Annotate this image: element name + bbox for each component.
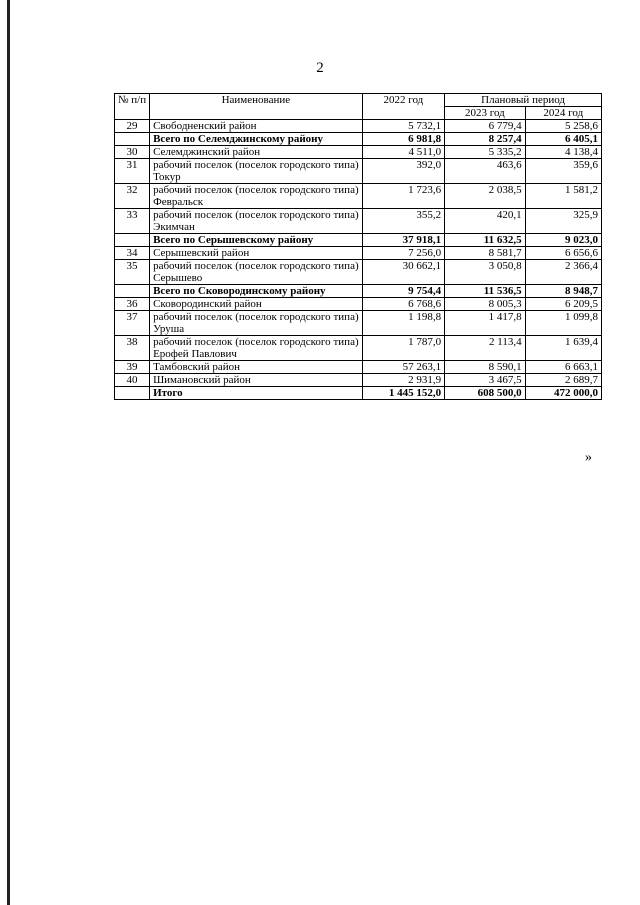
row-name: Всего по Серышевскому району <box>150 234 363 247</box>
row-value-2024: 1 099,8 <box>525 311 601 336</box>
table-row <box>115 209 602 234</box>
table-row-total <box>115 285 602 298</box>
table-row <box>115 120 602 133</box>
row-value-2023: 6 779,4 <box>445 120 525 133</box>
row-name: Шимановский район <box>150 374 363 387</box>
row-number: 36 <box>115 298 150 311</box>
row-value-2024: 6 209,5 <box>525 298 601 311</box>
row-number: 40 <box>115 374 150 387</box>
row-value-2024: 325,9 <box>525 209 601 234</box>
row-value-2022: 57 263,1 <box>362 361 445 374</box>
table-row <box>115 184 602 209</box>
row-number: 39 <box>115 361 150 374</box>
row-value-2023: 11 632,5 <box>445 234 525 247</box>
row-value-2024: 9 023,0 <box>525 234 601 247</box>
table-row <box>115 336 602 361</box>
row-number: 32 <box>115 184 150 209</box>
row-name: Тамбовский район <box>150 361 363 374</box>
row-value-2024: 6 656,6 <box>525 247 601 260</box>
table-row <box>115 247 602 260</box>
row-value-2022: 355,2 <box>362 209 445 234</box>
table-row <box>115 361 602 374</box>
row-value-2023: 3 050,8 <box>445 260 525 285</box>
header-name: Наименование <box>150 94 363 120</box>
row-value-2022: 37 918,1 <box>362 234 445 247</box>
row-value-2024: 2 689,7 <box>525 374 601 387</box>
row-value-2022: 6 981,8 <box>362 133 445 146</box>
row-value-2022: 7 256,0 <box>362 247 445 260</box>
table-row <box>115 159 602 184</box>
row-value-2022: 1 723,6 <box>362 184 445 209</box>
row-value-2023: 1 417,8 <box>445 311 525 336</box>
row-value-2022: 4 511,0 <box>362 146 445 159</box>
row-value-2023: 8 005,3 <box>445 298 525 311</box>
row-number <box>115 234 150 247</box>
row-number: 34 <box>115 247 150 260</box>
row-value-2022: 30 662,1 <box>362 260 445 285</box>
row-value-2023: 608 500,0 <box>445 387 525 400</box>
row-value-2022: 1 787,0 <box>362 336 445 361</box>
row-name: рабочий поселок (поселок городского типа) Серышево <box>150 260 363 285</box>
row-number: 38 <box>115 336 150 361</box>
row-name: рабочий поселок (поселок городского типа) Экимчан <box>150 209 363 234</box>
table-row-total <box>115 234 602 247</box>
row-value-2024: 5 258,6 <box>525 120 601 133</box>
row-number: 35 <box>115 260 150 285</box>
table-row-total <box>115 387 602 400</box>
budget-table <box>114 93 602 400</box>
header-2024: 2024 год <box>525 107 601 120</box>
row-number <box>115 133 150 146</box>
row-value-2022: 2 931,9 <box>362 374 445 387</box>
row-value-2024: 2 366,4 <box>525 260 601 285</box>
row-number <box>115 387 150 400</box>
row-value-2023: 8 257,4 <box>445 133 525 146</box>
row-value-2024: 6 663,1 <box>525 361 601 374</box>
header-num: № п/п <box>115 94 150 120</box>
row-number: 37 <box>115 311 150 336</box>
table-row <box>115 260 602 285</box>
closing-quote-mark: » <box>585 450 592 465</box>
row-value-2024: 472 000,0 <box>525 387 601 400</box>
row-value-2024: 4 138,4 <box>525 146 601 159</box>
row-number: 33 <box>115 209 150 234</box>
row-name: Итого <box>150 387 363 400</box>
row-value-2022: 9 754,4 <box>362 285 445 298</box>
row-name: Селемджинский район <box>150 146 363 159</box>
row-value-2023: 463,6 <box>445 159 525 184</box>
row-name: Сковородинский район <box>150 298 363 311</box>
row-name: Всего по Сковородинскому району <box>150 285 363 298</box>
row-value-2023: 3 467,5 <box>445 374 525 387</box>
header-plan-period: Плановый период <box>445 94 602 107</box>
row-name: рабочий поселок (поселок городского типа) Ерофей Павлович <box>150 336 363 361</box>
page-edge-bar <box>7 0 10 905</box>
header-2022: 2022 год <box>362 94 445 120</box>
row-name: Всего по Селемджинскому району <box>150 133 363 146</box>
row-value-2022: 6 768,6 <box>362 298 445 311</box>
row-number: 30 <box>115 146 150 159</box>
row-value-2023: 2 113,4 <box>445 336 525 361</box>
table-row <box>115 298 602 311</box>
row-name: рабочий поселок (поселок городского типа) Февральск <box>150 184 363 209</box>
table-row <box>115 146 602 159</box>
row-value-2024: 6 405,1 <box>525 133 601 146</box>
row-value-2023: 8 590,1 <box>445 361 525 374</box>
row-value-2023: 8 581,7 <box>445 247 525 260</box>
row-value-2023: 420,1 <box>445 209 525 234</box>
row-number <box>115 285 150 298</box>
row-number: 31 <box>115 159 150 184</box>
table-row <box>115 374 602 387</box>
row-number: 29 <box>115 120 150 133</box>
row-value-2024: 1 581,2 <box>525 184 601 209</box>
row-value-2024: 8 948,7 <box>525 285 601 298</box>
table-body <box>115 120 602 400</box>
row-value-2023: 5 335,2 <box>445 146 525 159</box>
page-number: 2 <box>316 60 324 76</box>
row-name: Свободненский район <box>150 120 363 133</box>
table-row-total <box>115 133 602 146</box>
row-name: рабочий поселок (поселок городского типа) Токур <box>150 159 363 184</box>
row-value-2022: 392,0 <box>362 159 445 184</box>
row-value-2022: 5 732,1 <box>362 120 445 133</box>
row-value-2022: 1 198,8 <box>362 311 445 336</box>
row-value-2022: 1 445 152,0 <box>362 387 445 400</box>
row-value-2023: 2 038,5 <box>445 184 525 209</box>
table-row <box>115 311 602 336</box>
header-2023: 2023 год <box>445 107 525 120</box>
row-value-2023: 11 536,5 <box>445 285 525 298</box>
row-value-2024: 359,6 <box>525 159 601 184</box>
row-value-2024: 1 639,4 <box>525 336 601 361</box>
row-name: Серышевский район <box>150 247 363 260</box>
row-name: рабочий поселок (поселок городского типа) Уруша <box>150 311 363 336</box>
